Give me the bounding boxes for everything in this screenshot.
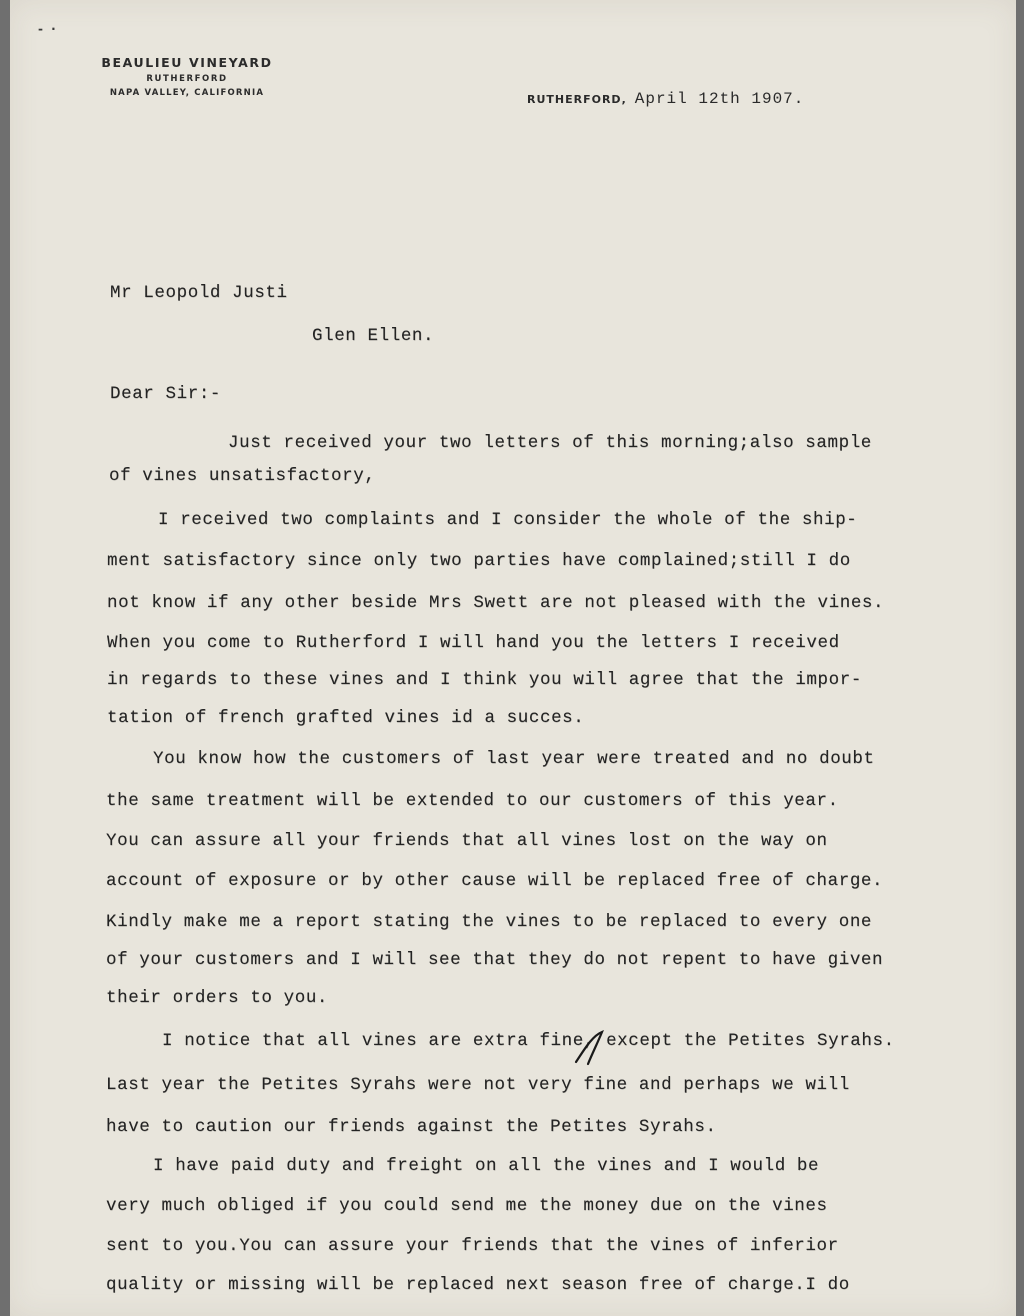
- body-line: I notice that all vines are extra fine, except the Petites Syrahs.: [162, 1031, 895, 1051]
- body-line: ment satisfactory since only two parties have complained;still I do: [107, 551, 851, 571]
- dateline-place: RUTHERFORD,: [527, 93, 627, 106]
- body-line: I have paid duty and freight on all the vines and I would be: [153, 1156, 820, 1176]
- body-line: their orders to you.: [106, 988, 329, 1008]
- body-line: of your customers and I will see that they do not repent to have given: [106, 950, 884, 970]
- edge-mark: - ·: [38, 22, 58, 36]
- body-line: I received two complaints and I consider the whole of the ship-: [158, 510, 858, 530]
- recipient-name: Mr Leopold Justi: [110, 283, 288, 303]
- body-line: When you come to Rutherford I will hand you the letters I received: [107, 633, 840, 653]
- body-line: Kindly make me a report stating the vines to be replaced to every one: [106, 912, 873, 932]
- body-line: Just received your two letters of this morning;also sample: [228, 433, 872, 453]
- body-line: You can assure all your friends that all vines lost on the way on: [106, 831, 828, 851]
- letterhead-town: RUTHERFORD: [146, 74, 228, 84]
- body-line: You know how the customers of last year were treated and no doubt: [153, 749, 875, 769]
- body-line: quality or missing will be replaced next season free of charge.I do: [106, 1275, 850, 1295]
- body-line: sent to you.You can assure your friends that the vines of inferior: [106, 1236, 839, 1256]
- letterhead-region: NAPA VALLEY, CALIFORNIA: [109, 88, 265, 98]
- dateline: [527, 90, 804, 108]
- body-line: have to caution our friends against the Petites Syrahs.: [106, 1117, 717, 1137]
- body-line: in regards to these vines and I think you will agree that the impor-: [107, 670, 862, 690]
- body-line: the same treatment will be extended to our customers of this year.: [106, 791, 839, 811]
- letterhead-name: BEAULIEU VINEYARD: [101, 55, 273, 70]
- recipient-location: Glen Ellen.: [312, 326, 435, 346]
- letterhead: [82, 55, 292, 98]
- salutation: Dear Sir:-: [110, 384, 222, 404]
- body-line: of vines unsatisfactory,: [109, 466, 376, 486]
- body-line: not know if any other beside Mrs Swett are not pleased with the vines.: [107, 593, 885, 613]
- body-line: tation of french grafted vines id a succes.: [107, 708, 585, 728]
- letter-page: [10, 0, 1016, 1316]
- body-line: Last year the Petites Syrahs were not very fine and perhaps we will: [106, 1075, 850, 1095]
- body-line: account of exposure or by other cause will be replaced free of charge.: [106, 871, 884, 891]
- handwritten-correction-mark: [570, 1028, 640, 1068]
- dateline-date: April 12th 1907.: [634, 90, 805, 108]
- body-line: very much obliged if you could send me the money due on the vines: [106, 1196, 828, 1216]
